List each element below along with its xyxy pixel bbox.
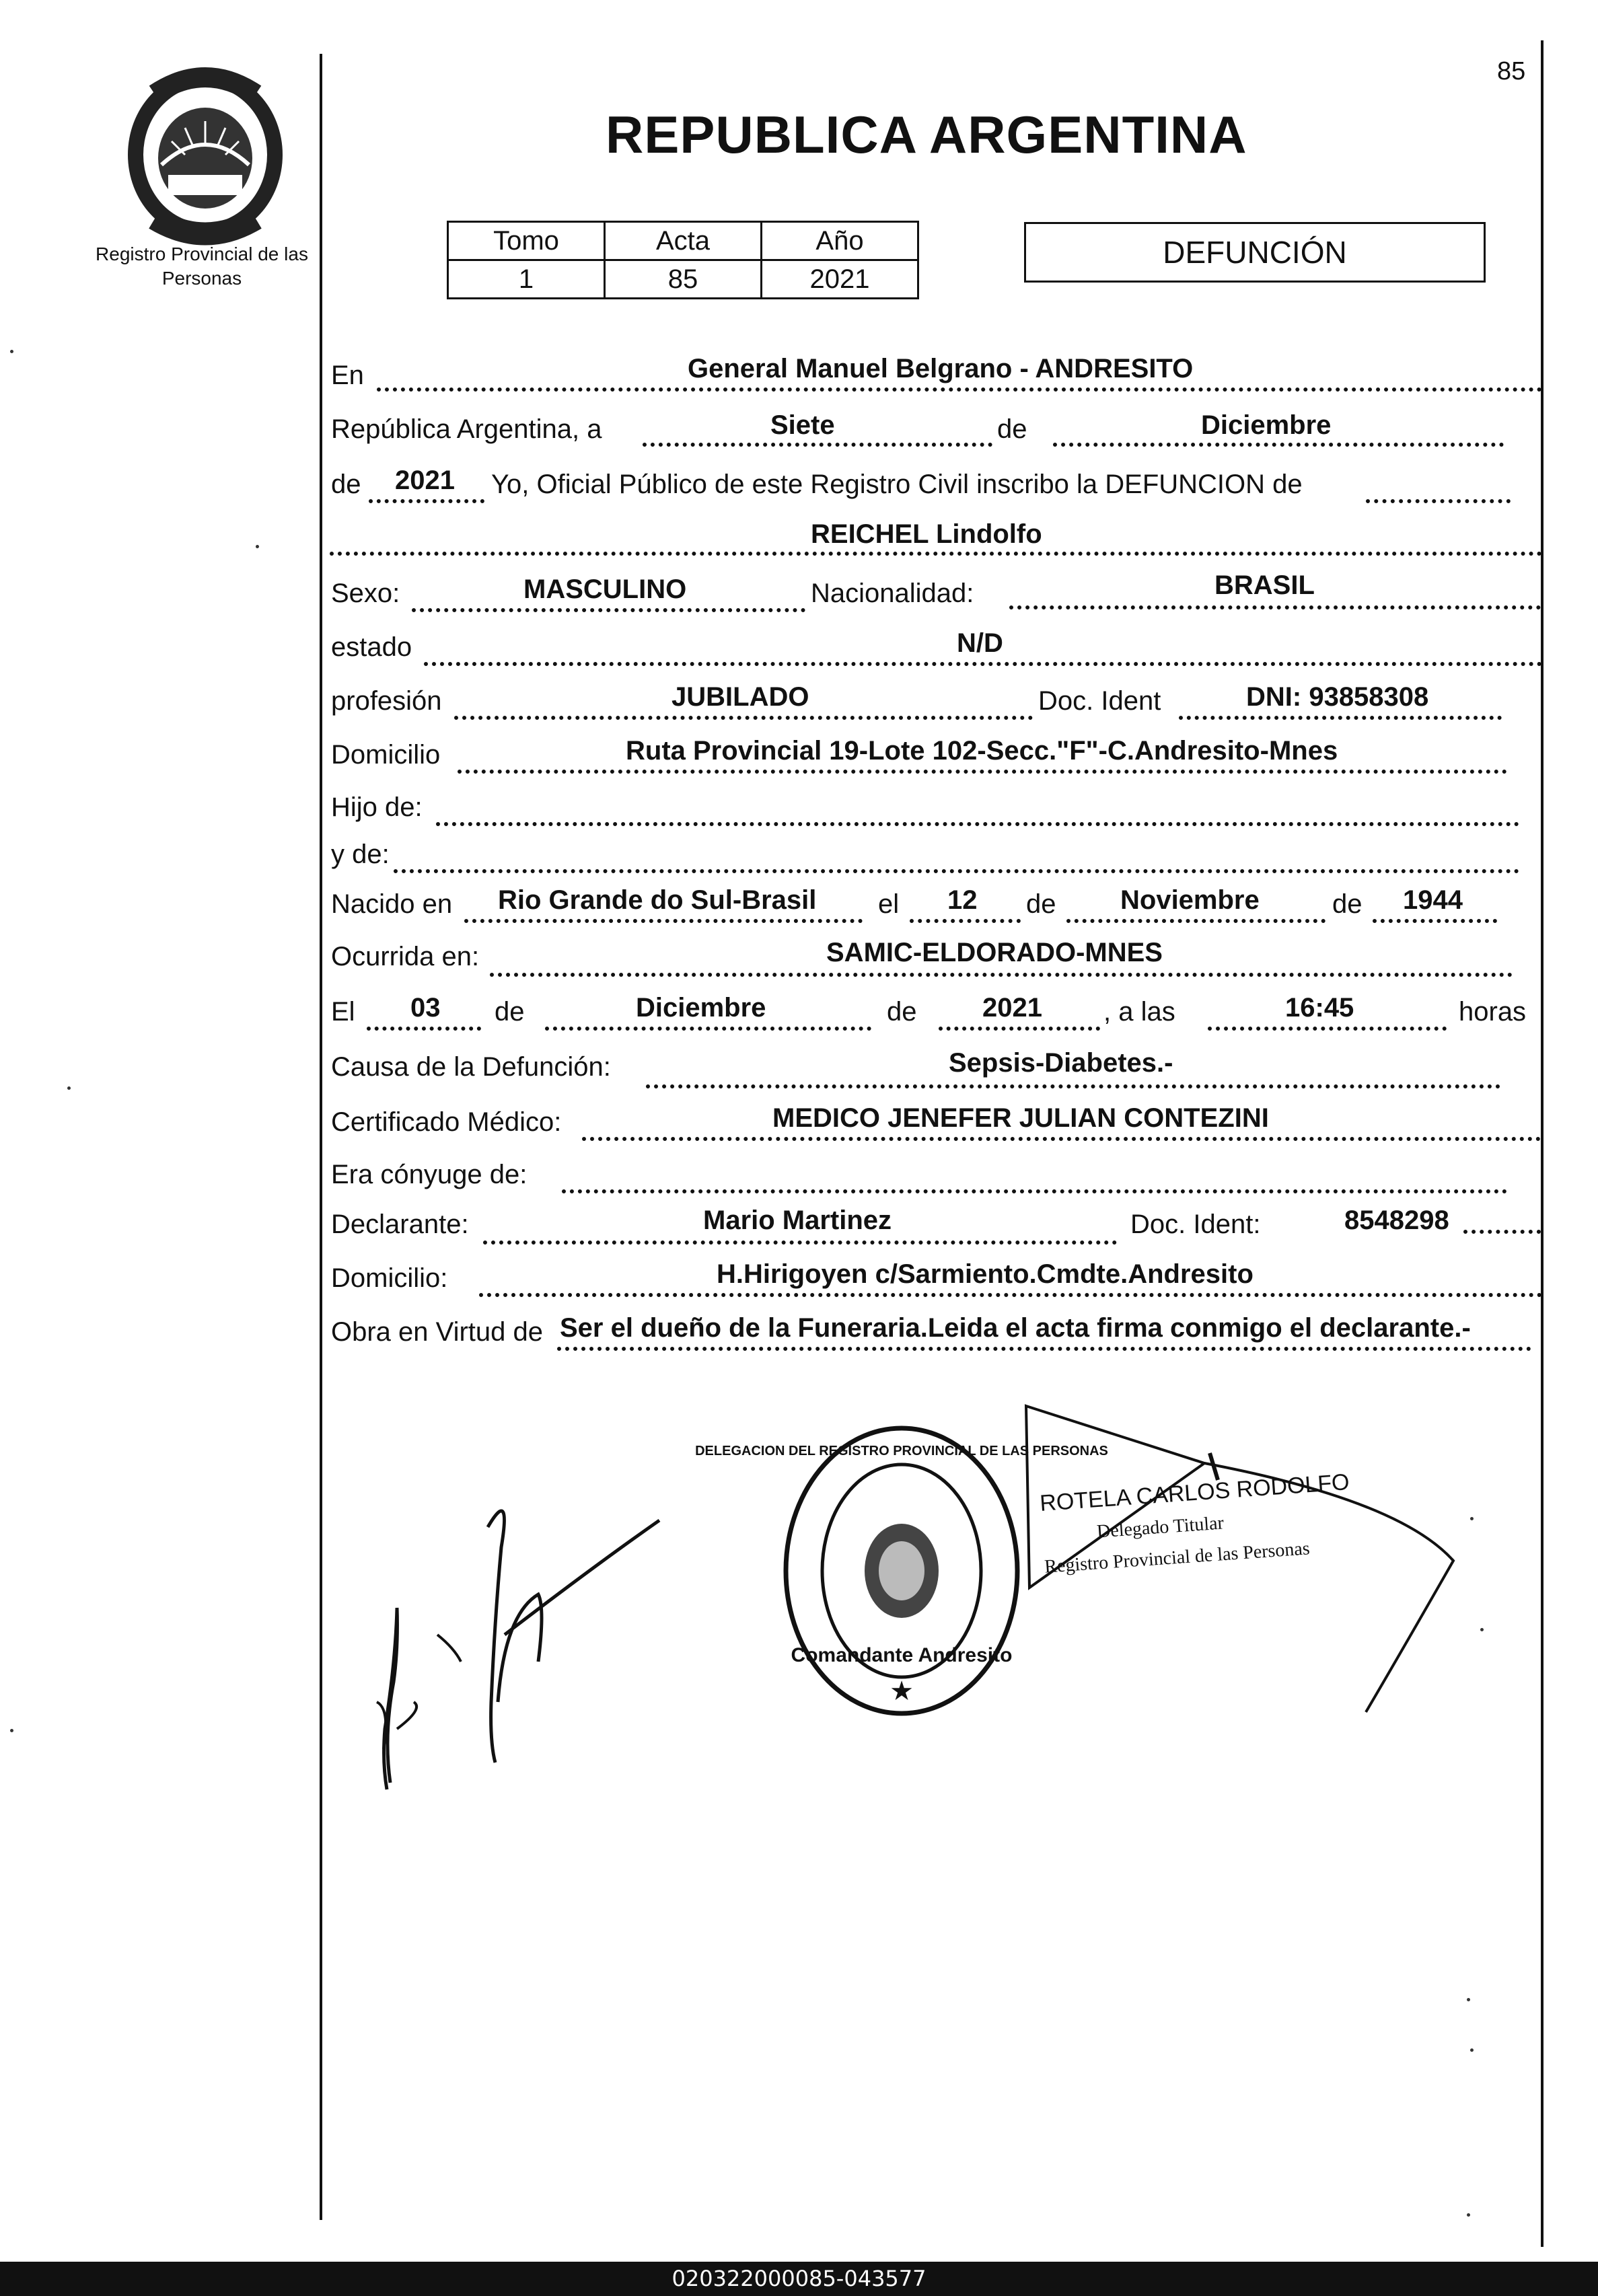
- causa-value: Sepsis-Diabetes.-: [949, 1048, 1173, 1078]
- dotted-line: [582, 1137, 1541, 1141]
- nacionalidad-label: Nacionalidad:: [811, 579, 974, 608]
- birth-day-value: 12: [947, 885, 978, 915]
- obra-label: Obra en Virtud de: [331, 1317, 544, 1347]
- domicilio2-value: H.Hirigoyen c/Sarmiento.Cmdte.Andresito: [717, 1259, 1254, 1289]
- table-cell-anio: 2021: [762, 260, 918, 299]
- dotted-line: [643, 443, 992, 447]
- dotted-line: [1009, 605, 1541, 609]
- death-year-value: 2021: [982, 993, 1042, 1023]
- el-label: el: [878, 889, 900, 919]
- dotted-line: [369, 499, 484, 503]
- delegation-stamp: [695, 1416, 1108, 1726]
- doc-ident2-label: Doc. Ident:: [1130, 1210, 1261, 1239]
- dotted-line: [464, 919, 863, 923]
- barcode-number: 020322000085-043577: [0, 2262, 1598, 2296]
- certificado-value: MEDICO JENEFER JULIAN CONTEZINI: [772, 1103, 1269, 1133]
- de-label: de: [997, 414, 1027, 444]
- dotted-line: [394, 869, 1519, 873]
- horas-label: horas: [1459, 997, 1527, 1027]
- table-header-tomo: Tomo: [448, 222, 605, 260]
- dotted-line: [412, 608, 805, 612]
- domicilio-value: Ruta Provincial 19-Lote 102-Secc."F"-C.Andresito-Mnes: [626, 736, 1338, 766]
- svg-text:DELEGACION DEL REGISTRO PROVIN: DELEGACION DEL REGISTRO PROVINCIAL DE LAS PERSONAS: [695, 1444, 1108, 1458]
- nacionalidad-value: BRASIL: [1214, 570, 1315, 600]
- dotted-line: [1208, 1027, 1447, 1031]
- declarant-signature: [336, 1446, 673, 1796]
- certificado-label: Certificado Médico:: [331, 1107, 562, 1137]
- dotted-line: [367, 1027, 481, 1031]
- dotted-line: [1373, 919, 1497, 923]
- de3-label: de: [1026, 889, 1056, 919]
- table-cell-acta: 85: [605, 260, 762, 299]
- dotted-line: [483, 1240, 1117, 1245]
- domicilio-label: Domicilio: [331, 740, 441, 770]
- province-seal-logo: [114, 64, 296, 246]
- declarante-label: Declarante:: [331, 1210, 469, 1239]
- dotted-line: [1366, 499, 1511, 503]
- dotted-line: [545, 1027, 871, 1031]
- left-margin-line: [320, 54, 322, 2220]
- right-margin-line: [1541, 40, 1543, 2247]
- day-value: Siete: [770, 410, 835, 440]
- nacido-label: Nacido en: [331, 889, 453, 919]
- month-value: Diciembre: [1201, 410, 1332, 440]
- dotted-line: [454, 716, 1033, 720]
- estado-value: N/D: [957, 628, 1003, 658]
- ocurrida-label: Ocurrida en:: [331, 942, 480, 971]
- sexo-label: Sexo:: [331, 579, 400, 608]
- death-month-value: Diciembre: [636, 993, 766, 1023]
- de4-label: de: [1332, 889, 1363, 919]
- el2-label: El: [331, 997, 355, 1027]
- estado-label: estado: [331, 632, 412, 662]
- dotted-line: [562, 1189, 1507, 1193]
- dotted-line: [557, 1347, 1531, 1351]
- declarante-value: Mario Martinez: [703, 1206, 892, 1235]
- dotted-line: [479, 1293, 1542, 1297]
- oficial-text: Yo, Oficial Público de este Registro Civil inscribo la DEFUNCION de: [491, 470, 1303, 499]
- dotted-line: [436, 822, 1519, 826]
- table-cell-tomo: 1: [448, 260, 605, 299]
- ocurrida-value: SAMIC-ELDORADO-MNES: [826, 938, 1163, 967]
- de5-label: de: [495, 997, 525, 1027]
- page-number: 85: [1497, 57, 1526, 85]
- de2-label: de: [331, 470, 361, 499]
- dotted-line: [1053, 443, 1504, 447]
- page-title: REPUBLICA ARGENTINA: [606, 105, 1247, 164]
- dotted-line: [424, 662, 1542, 666]
- republica-label: República Argentina, a: [331, 414, 602, 444]
- doc-ident-value: DNI: 93858308: [1246, 682, 1429, 712]
- place-value: General Manuel Belgrano - ANDRESITO: [688, 354, 1194, 383]
- de6-label: de: [887, 997, 917, 1027]
- dotted-line: [646, 1084, 1500, 1088]
- death-day-value: 03: [410, 993, 441, 1023]
- conyuge-label: Era cónyuge de:: [331, 1160, 528, 1189]
- table-header-acta: Acta: [605, 222, 762, 260]
- dotted-line: [1179, 716, 1502, 720]
- dotted-line: [458, 770, 1507, 774]
- birth-month-value: Noviembre: [1120, 885, 1260, 915]
- officer-role: Delegado Titular: [1096, 1512, 1225, 1543]
- deceased-name-value: REICHEL Lindolfo: [811, 519, 1042, 549]
- doc-ident2-value: 8548298: [1344, 1206, 1449, 1235]
- hijo-label: Hijo de:: [331, 792, 423, 822]
- svg-text:Comandante Andresito: Comandante Andresito: [791, 1644, 1013, 1666]
- record-type-box: DEFUNCIÓN: [1024, 222, 1486, 283]
- dotted-line: [1463, 1230, 1541, 1234]
- table-header-anio: Año: [762, 222, 918, 260]
- profesion-value: JUBILADO: [671, 682, 809, 712]
- dotted-line: [490, 973, 1513, 977]
- obra-value: Ser el dueño de la Funeraria.Leida el acta firma conmigo el declarante.-: [560, 1313, 1471, 1343]
- registry-label: Registro Provincial de las Personas: [96, 244, 308, 289]
- dotted-line: [939, 1027, 1100, 1031]
- year-value: 2021: [395, 466, 455, 495]
- death-time-value: 16:45: [1285, 993, 1354, 1023]
- dotted-line: [330, 552, 1542, 556]
- dotted-line: [1066, 919, 1325, 923]
- birth-year-value: 1944: [1403, 885, 1463, 915]
- officer-name: ROTELA CARLOS RODOLFO: [1039, 1469, 1350, 1517]
- dotted-line: [377, 387, 1542, 392]
- doc-ident-label: Doc. Ident: [1038, 686, 1161, 716]
- svg-text:★: ★: [889, 1676, 914, 1707]
- sexo-value: MASCULINO: [523, 575, 687, 604]
- officer-office: Registro Provincial de las Personas: [1044, 1538, 1311, 1578]
- yde-label: y de:: [331, 840, 390, 869]
- en-label: En: [331, 361, 364, 390]
- profesion-label: profesión: [331, 686, 442, 716]
- causa-label: Causa de la Defunción:: [331, 1052, 611, 1082]
- birthplace-value: Rio Grande do Sul-Brasil: [498, 885, 817, 915]
- dotted-line: [910, 919, 1021, 923]
- domicilio2-label: Domicilio:: [331, 1263, 448, 1293]
- alas-label: , a las: [1103, 997, 1175, 1027]
- record-index-table: [447, 221, 919, 299]
